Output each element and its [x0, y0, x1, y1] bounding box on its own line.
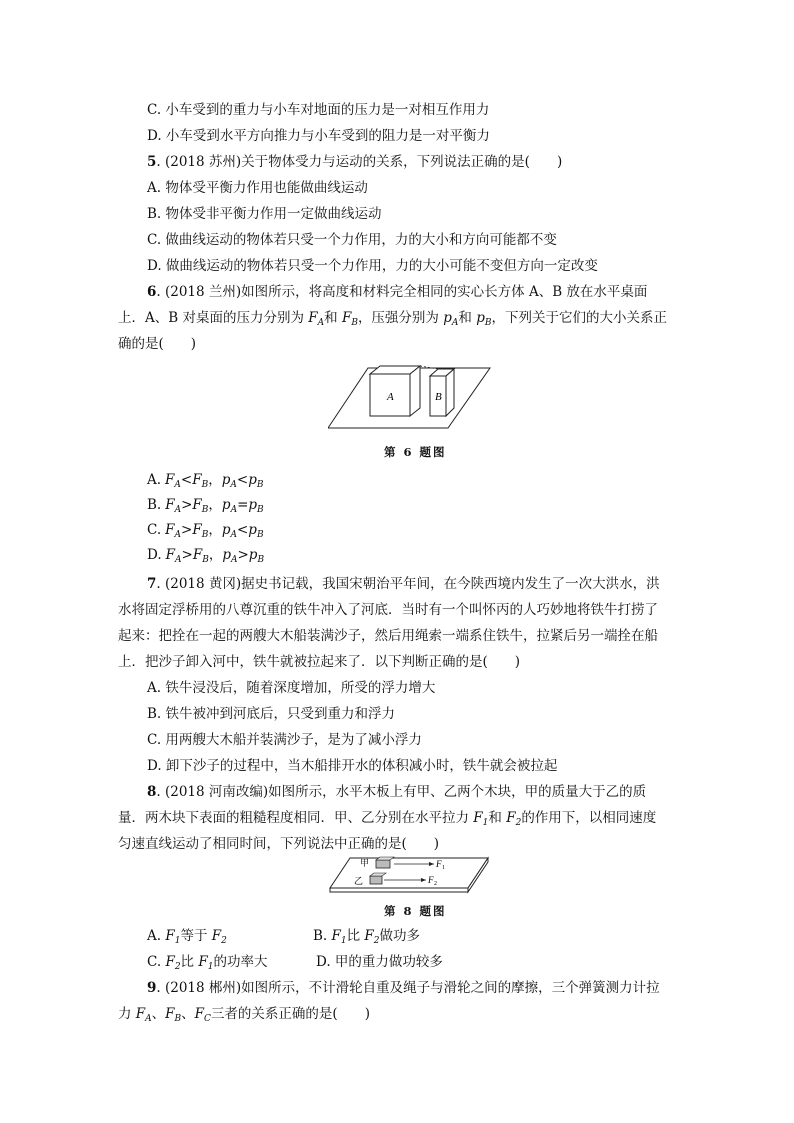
q5-number: 5 [147, 154, 157, 170]
q5-option-b: B. 物体受非平衡力作用一定做曲线运动 [147, 206, 382, 222]
q7-option-d: D. 卸下沙子的过程中，当木船排开水的体积减小时，铁牛就会被拉起 [147, 758, 558, 774]
q5-source: . (2018 苏州) [156, 154, 242, 170]
svg-text:F: F [436, 859, 442, 869]
q4-option-d: D. 小车受到水平方向推力与小车受到的阻力是一对平衡力 [147, 128, 490, 144]
q8-option-c: C. $F_2$比 $F_1$的功率大 [147, 954, 268, 972]
q8-stem-line3: 匀速直线运动了相同时间，下列说法中正确的是( ) [118, 836, 440, 852]
q9-stem-line1: 9. (2018 郴州)如图所示，不计滑轮自重及绳子与滑轮之间的摩擦，三个弹簧测力计拉 [147, 980, 660, 996]
svg-text:F: F [428, 875, 434, 885]
q5-option-c: C. 做曲线运动的物体若只受一个力作用，力的大小和方向可能都不变 [147, 232, 557, 248]
q7-stem-line2: 水将固定浮桥用的八尊沉重的铁牛冲入了河底．当时有一个叫怀丙的人巧妙地将铁牛打捞了 [118, 602, 658, 618]
q8-stem-line1: 8. (2018 河南改编)如图所示，水平木板上有甲、乙两个木块，甲的质量大于乙的质 [147, 784, 647, 800]
q8-option-b: B. $F_1$比 $F_2$做功多 [313, 928, 421, 946]
q6-stem-line3: 确的是( ) [118, 336, 197, 352]
q9-stem-line2: 力 $F_A$、$F_B$、$F_C$三者的关系正确的是( ) [118, 1006, 370, 1024]
q6-number: 6 [147, 284, 157, 300]
svg-text:1: 1 [442, 865, 445, 871]
q8-figure-yi: 乙 [354, 876, 364, 886]
q7-stem-line1: 7. (2018 黄冈)据史书记载，我国宋朝治平年间，在今陕西境内发生了一次大洪水，洪 [147, 576, 660, 592]
q7-stem-line4: 上．把沙子卸入河中，铁牛就被拉起来了．以下判断正确的是( ) [118, 654, 521, 670]
svg-text:2: 2 [434, 881, 437, 887]
q6-text-1: 如图所示，将高度和材料完全相同的实心长方体 A、B 放在水平桌面 [241, 284, 648, 300]
q8-number: 8 [147, 784, 157, 800]
q6-stem-line1 [147, 282, 647, 302]
q9-source: . (2018 郴州) [156, 980, 242, 996]
q7-option-b: B. 铁牛被冲到河底后，只受到重力和浮力 [147, 706, 396, 722]
q9-number: 9 [147, 980, 157, 996]
q6-source: . (2018 兰州) [156, 284, 242, 300]
q8-figure-jia: 甲 [360, 858, 370, 868]
q8-figure [328, 856, 492, 898]
q7-option-a: A. 铁牛浸没后，随着深度增加，所受的浮力增大 [147, 680, 436, 696]
q8-stem-line2: 量．两木块下表面的粗糙程度相同．甲、乙分别在水平拉力 $F_1$和 $F_2$的作用下，以相同速度 [118, 810, 657, 828]
q6-option-d: D. $F_A>F_B$，$p_A>p_B$ [147, 547, 265, 565]
q5-stem-text: 关于物体受力与运动的关系，下列说法正确的是( ) [241, 154, 563, 170]
q7-number: 7 [147, 576, 157, 592]
q6-caption: 第 6 题图 [384, 445, 447, 459]
q7-option-c: C. 用两艘大木船并装满沙子，是为了减小浮力 [147, 732, 422, 748]
q6-figure-label-a: A [387, 391, 394, 403]
q4-option-c: C. 小车受到的重力与小车对地面的压力是一对相互作用力 [147, 102, 490, 118]
q8-caption: 第 8 题图 [384, 904, 447, 918]
q6-option-b: B. $F_A>F_B$，$p_A=p_B$ [147, 497, 264, 515]
q6-stem-line2: 上．A、B 对桌面的压力分别为 $F_A$和 $F_B$，压强分别为 $p_A$和 $p_B$，下列关于它们的大小关系正 [118, 310, 667, 328]
q5-option-a: A. 物体受平衡力作用也能做曲线运动 [147, 180, 368, 196]
q7-source: . (2018 黄冈) [156, 576, 242, 592]
q7-stem-line3: 起来：把拴在一起的两艘大木船装满沙子，然后用绳索一端系住铁牛，拉紧后另一端拴在船 [118, 628, 658, 644]
q8-source: . (2018 河南改编) [156, 784, 269, 800]
q6-option-a: A. $F_A<F_B$，$p_A<p_B$ [147, 472, 264, 490]
q6-text-2a: 上．A、B 对桌面的压力分别为 [118, 310, 309, 326]
q5-stem [147, 152, 562, 172]
q8-option-a: A. $F_1$等于 $F_2$ [147, 928, 227, 946]
q5-option-d: D. 做曲线运动的物体若只受一个力作用，力的大小可能不变但方向一定改变 [147, 258, 598, 274]
q6-option-c: C. $F_A>F_B$，$p_A<p_B$ [147, 522, 264, 540]
q6-figure [328, 360, 494, 434]
q8-option-d: D. 甲的重力做功较多 [316, 954, 443, 970]
q6-figure-label-b: B [435, 391, 442, 403]
